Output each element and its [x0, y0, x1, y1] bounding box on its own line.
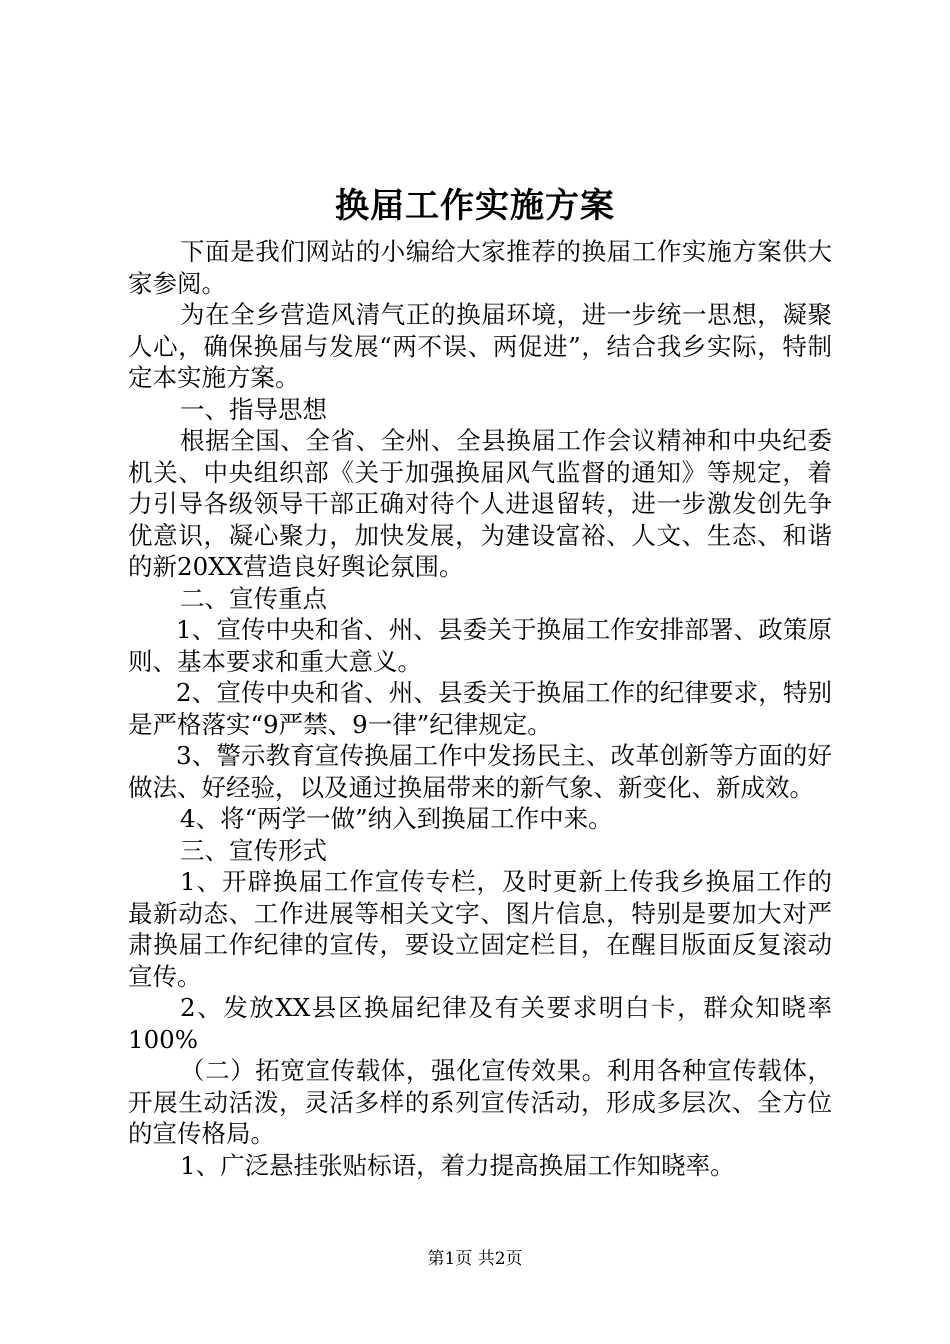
paragraph-purpose: 为在全乡营造风清气正的换届环境，进一步统一思想，凝聚人心，确保换届与发展“两不误、两促进”，结合我乡实际，特制定本实施方案。 [128, 300, 832, 392]
section-heading-1: 一、指导思想 [180, 394, 327, 424]
section-heading-2: 二、宣传重点 [180, 583, 327, 613]
list-item: 1、开辟换届工作宣传专栏，及时更新上传我乡换届工作的最新动态、工作进展等相关文字、图片信息，特别是要加大对严肃换届工作纪律的宣传，要设立固定栏目，在醒目版面反复滚动宣传。 [128, 867, 832, 991]
page-footer: 第1页 共2页 [427, 1249, 523, 1269]
document-title: 换届工作实施方案 [335, 186, 615, 226]
list-item: 4、将“两学一做”纳入到换届工作中来。 [180, 804, 613, 833]
paragraph-guidance: 根据全国、全省、全州、全县换届工作会议精神和中央纪委机关、中央组织部《关于加强换届风气监督的通知》等规定，着力引导各级领导干部正确对待个人进退留转，进一步激发创先争优意识，凝心聚力，加快发展，为建设富裕、人文、生态、和谐的新20XX营造良好舆论氛围。 [128, 426, 832, 581]
paragraph-carriers: （二）拓宽宣传载体，强化宣传效果。利用各种宣传载体，开展生动活泼，灵活多样的系列宣传活动，形成多层次、全方位的宣传格局。 [128, 1056, 832, 1148]
document-body [128, 236, 832, 1181]
list-item: 3、警示教育宣传换届工作中发扬民主、改革创新等方面的好做法、好经验，以及通过换届带来的新气象、新变化、新成效。 [128, 741, 832, 802]
section-heading-3: 三、宣传形式 [180, 835, 327, 865]
paragraph-intro: 下面是我们网站的小编给大家推荐的换届工作实施方案供大家参阅。 [128, 237, 832, 298]
list-item: 2、发放XX县区换届纪律及有关要求明白卡，群众知晓率100% [128, 993, 832, 1054]
list-item: 1、宣传中央和省、州、县委关于换届工作安排部署、政策原则、基本要求和重大意义。 [128, 615, 832, 676]
list-item: 1、广泛悬挂张贴标语，着力提高换届工作知晓率。 [180, 1150, 735, 1180]
list-item: 2、宣传中央和省、州、县委关于换届工作的纪律要求，特别是严格落实“9严禁、9一律”纪律规定。 [128, 678, 832, 739]
